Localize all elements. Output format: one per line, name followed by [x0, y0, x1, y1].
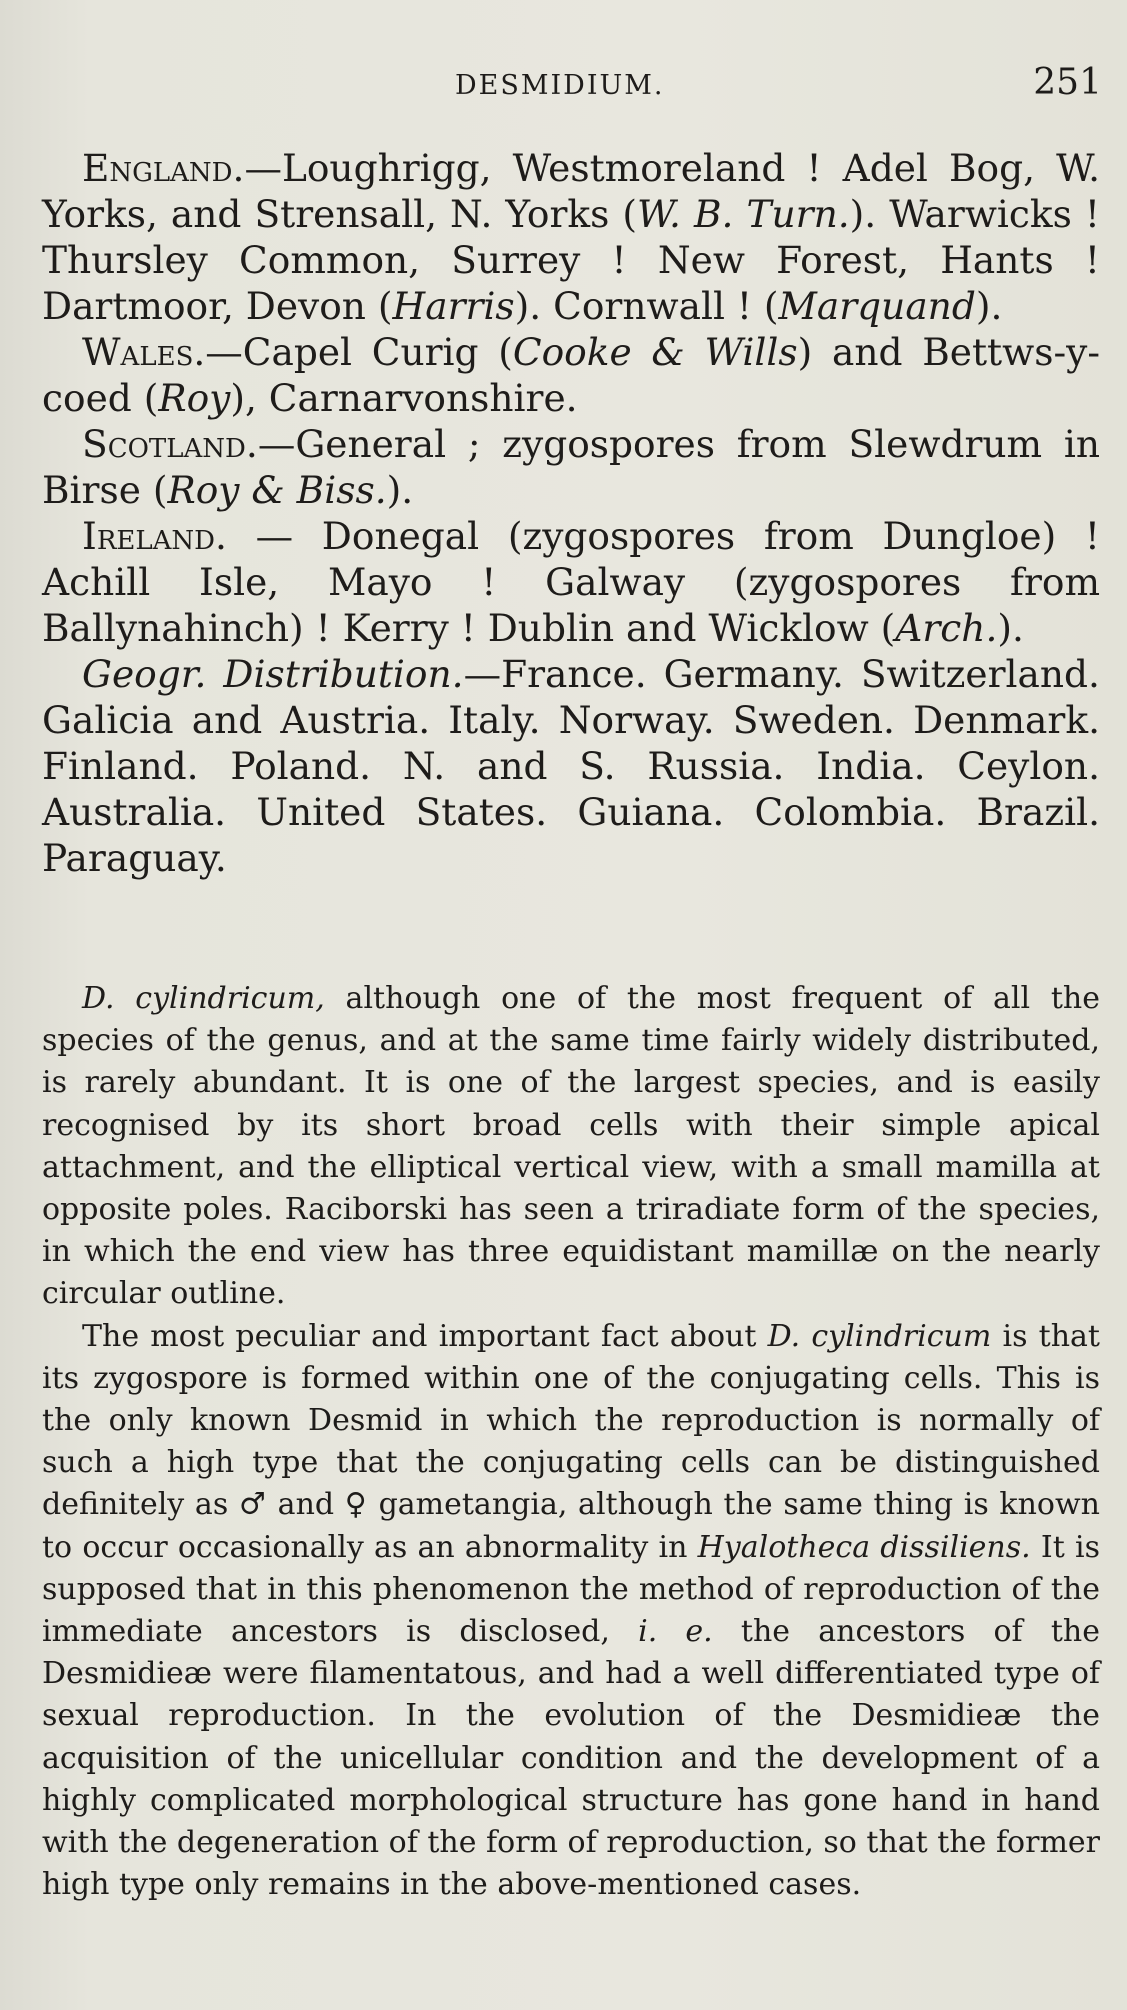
collector-ref: Marquand — [778, 284, 976, 328]
collector-ref: Roy & Biss. — [167, 468, 387, 512]
collector-ref: Cooke & Wills — [512, 330, 798, 374]
paragraph-discussion-2: The most peculiar and important fact about D. cylindricum is that its zygospore is formed within one of the conjugating cells. This is the only known Desmid in which the reproduction is normally of such a high type that the conjugating cells can be distinguished definitely as ♂ and ♀ gametangia, although the same thing is known to occur occasionally as an abnormality in Hyalotheca dissiliens. It is supposed that in this phenomenon the method of reproduction of the immediate ancestors is disclosed, i. e. the ancestors of the Desmidieæ were filamentatous, and had a well differentiated type of sexual reproduction. In the evolution of the Desmidieæ the acquisition of the unicellular condition and the development of a highly complicated morphological structure has gone hand in hand with the degeneration of the form of reproduction, so that the former high type only remains in the above-mentioned cases. — [42, 1318, 1101, 1903]
species-name: Hyalotheca dissiliens. — [697, 1529, 1031, 1565]
region-label-ireland: Ireland. — [82, 514, 227, 558]
species-name: D. cylindricum — [767, 1318, 992, 1354]
collector-ref: Roy — [158, 376, 231, 420]
region-label-england: England. — [82, 146, 245, 190]
localities-section — [42, 145, 1100, 881]
region-label-wales: Wales. — [82, 330, 206, 374]
paragraph-england: England.—Loughrigg, Westmoreland ! Adel Bog, W. Yorks, and Strensall, N. Yorks (W. B. Turn.). Warwicks ! Thursley Common, Surrey ! New Forest, Hants ! Dartmoor, Devon (Harris). Cornwall ! (Marquand). — [42, 146, 1100, 328]
running-title: DESMIDIUM. — [455, 70, 665, 101]
collector-ref: W. B. Turn. — [637, 192, 850, 236]
collector-ref: Harris — [392, 284, 515, 328]
abbreviation: i. e. — [638, 1614, 713, 1650]
collector-ref: Arch. — [895, 606, 998, 650]
paragraph-distribution: Geogr. Distribution.—France. Germany. Switzerland. Galicia and Austria. Italy. Norway. Sweden. Denmark. Finland. Poland. N. and S. Russia. India. Ceylon. Australia. United States. Guiana. Colombia. Brazil. Paraguay. — [42, 652, 1100, 880]
paragraph-discussion-1: D. cylindricum, although one of the most frequent of all the species of the genus, and at the same time fairly widely distributed, is rarely abundant. It is one of the largest species, and is easily recognised by its short broad cells with their simple apical attachment, and the elliptical vertical view, with a small mamilla at opposite poles. Raciborski has seen a triradiate form of the species, in which the end view has three equidistant mamillæ on the nearly circular outline. — [42, 981, 1101, 1312]
discussion-section — [42, 978, 1100, 1906]
region-label-scotland: Scotland. — [82, 422, 258, 466]
paragraph-scotland: Scotland.—General ; zygospores from Slewdrum in Birse (Roy & Biss.). — [42, 422, 1100, 512]
species-name: D. cylindricum, — [82, 981, 325, 1016]
page-header — [0, 62, 1127, 112]
distribution-label: Geogr. Distribution. — [82, 652, 464, 696]
paragraph-wales: Wales.—Capel Curig (Cooke & Wills) and Bettws-y-coed (Roy), Carnarvonshire. — [42, 330, 1100, 420]
paragraph-ireland: Ireland. — Donegal (zygospores from Dungloe) ! Achill Isle, Mayo ! Galway (zygospores from Ballynahinch) ! Kerry ! Dublin and Wicklow (Arch.). — [42, 514, 1100, 650]
page-number: 251 — [1033, 62, 1102, 103]
